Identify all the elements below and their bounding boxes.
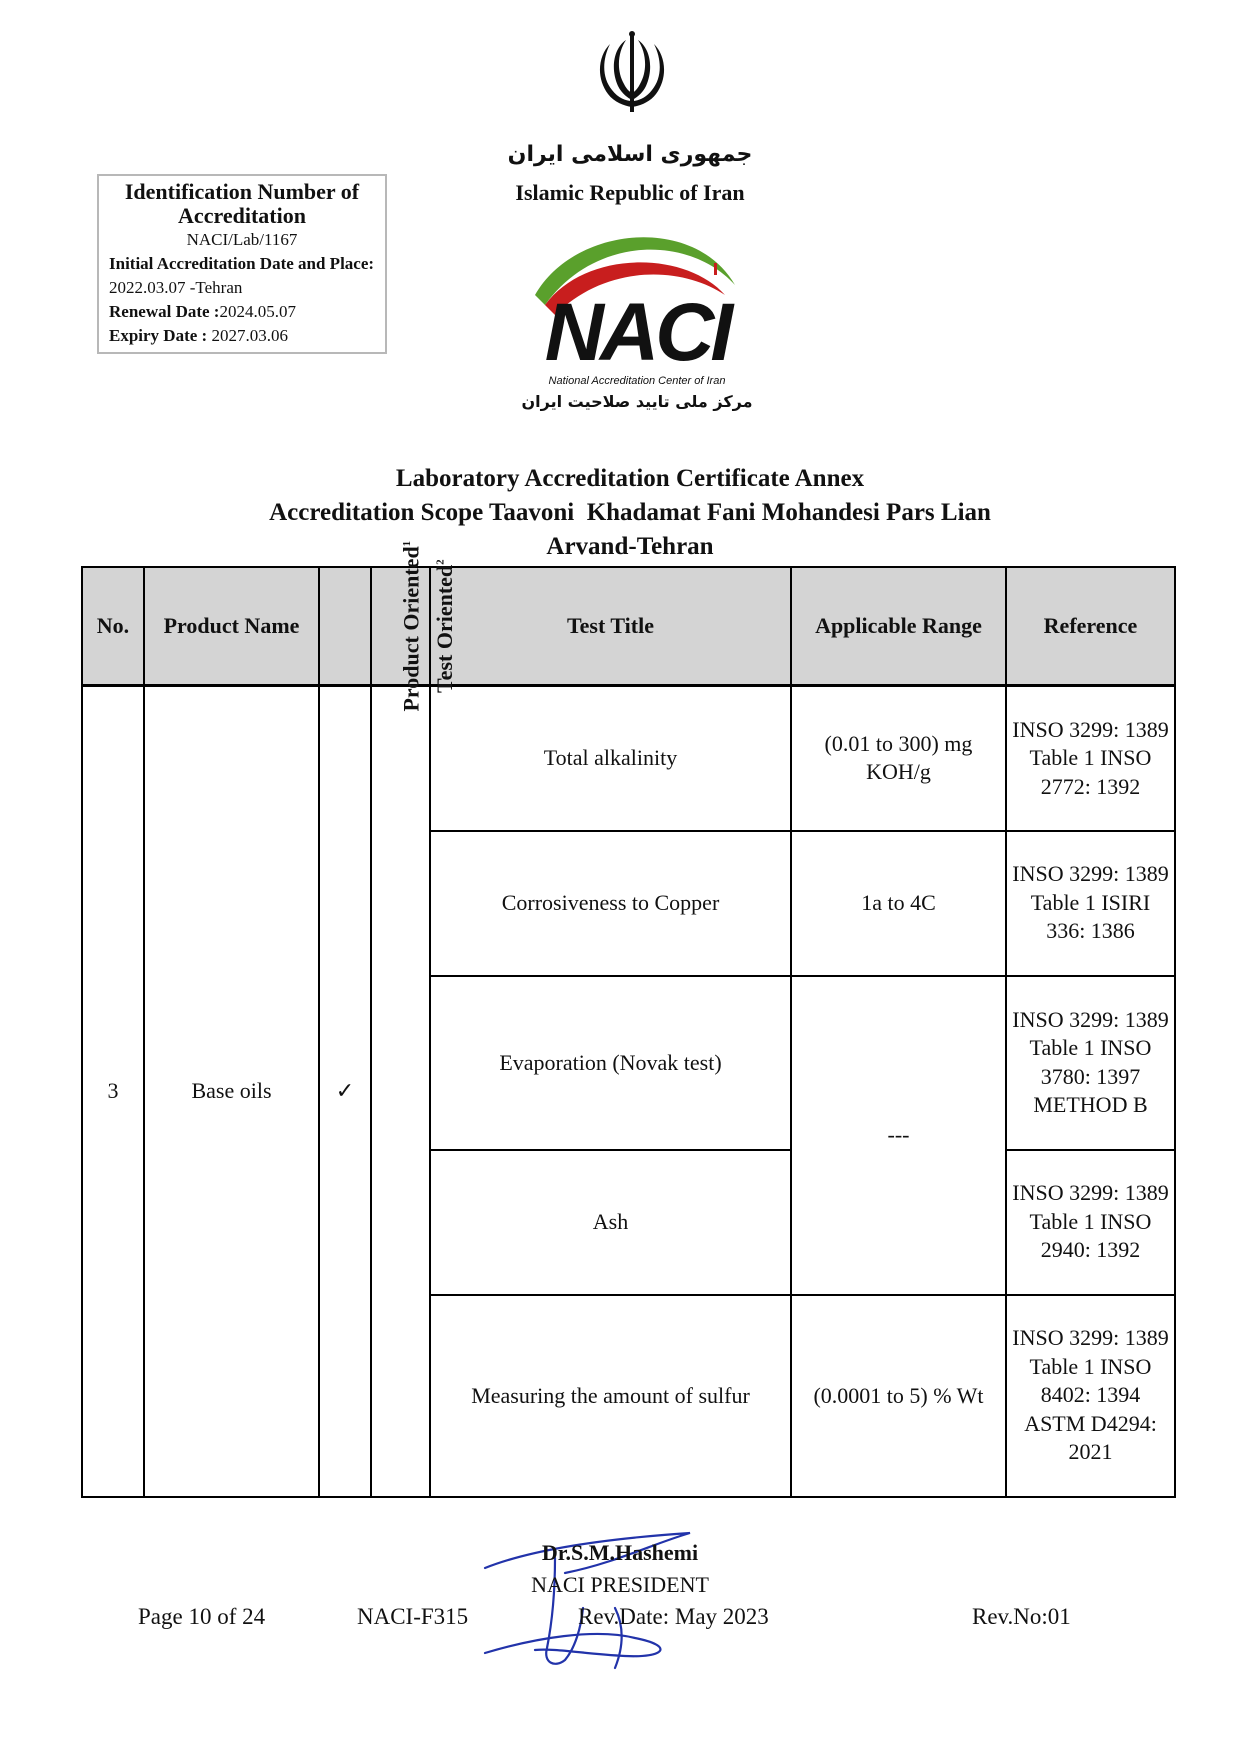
test-title: Corrosiveness to Copper xyxy=(430,831,791,976)
signer-title: NACI PRESIDENT xyxy=(531,1572,709,1597)
initial-label: Initial Accreditation Date and Place: xyxy=(109,254,375,273)
reference: INSO 3299: 1389 Table 1 INSO 2940: 1392 xyxy=(1006,1150,1175,1295)
reference: INSO 3299: 1389 Table 1 ISIRI 336: 1386 xyxy=(1006,831,1175,976)
header-test-title: Test Title xyxy=(430,567,791,686)
renewal-date xyxy=(109,300,375,324)
logo-wordmark: NACI xyxy=(544,287,730,378)
footnote-2: 2 xyxy=(434,559,447,565)
row-no: 3 xyxy=(82,686,144,1497)
renewal-label: Renewal Date : xyxy=(109,302,220,321)
product-oriented-check: ✓ xyxy=(319,686,371,1497)
applicable-range: --- xyxy=(791,976,1006,1295)
table-header-row xyxy=(82,567,1175,686)
logo-persian-subtitle: مرکز ملی تایید صلاحیت ایران xyxy=(521,392,753,411)
revision-date: Rev.Date: May 2023 xyxy=(578,1604,769,1629)
applicable-range: (0.01 to 300) mg KOH/g xyxy=(791,686,1006,831)
footnote-1: 1 xyxy=(401,540,414,547)
naci-logo xyxy=(515,225,760,420)
country-name: Islamic Republic of Iran xyxy=(515,180,745,205)
country-name-persian: جمهوری اسلامی ایران xyxy=(507,142,753,167)
renewal-value: 2024.05.07 xyxy=(219,302,296,321)
test-oriented-check xyxy=(371,686,430,1497)
initial-value: 2022.03.07 -Tehran xyxy=(109,278,243,297)
accreditation-info-box xyxy=(97,174,387,354)
initial-accreditation xyxy=(109,252,375,300)
header-product-name: Product Name xyxy=(144,567,319,686)
table-row xyxy=(82,686,1175,831)
reference: INSO 3299: 1389 Table 1 INSO 3780: 1397 METHOD B xyxy=(1006,976,1175,1150)
header-no: No. xyxy=(82,567,144,686)
expiry-value: 2027.03.06 xyxy=(211,326,288,345)
applicable-range: 1a to 4C xyxy=(791,831,1006,976)
test-title: Measuring the amount of sulfur xyxy=(430,1295,791,1497)
form-number: NACI-F315 xyxy=(357,1604,469,1629)
header-range: Applicable Range xyxy=(791,567,1006,686)
reference: INSO 3299: 1389 Table 1 INSO 8402: 1394 ASTM D4294: 2021 xyxy=(1006,1295,1175,1497)
logo-subtitle: National Accreditation Center of Iran xyxy=(548,375,726,387)
expiry-label: Expiry Date : xyxy=(109,326,208,345)
logo-flag-emblem-icon xyxy=(714,263,717,275)
accreditation-id: NACI/Lab/1167 xyxy=(186,230,298,249)
document-title: Laboratory Accreditation Certificate Annex xyxy=(395,465,865,492)
iran-emblem-icon xyxy=(590,28,674,118)
reference: INSO 3299: 1389 Table 1 INSO 2772: 1392 xyxy=(1006,686,1175,831)
product-name: Base oils xyxy=(144,686,319,1497)
test-title: Total alkalinity xyxy=(430,686,791,831)
accreditation-heading: Identification Number of Accreditation xyxy=(124,179,360,228)
test-title: Evaporation (Novak test) xyxy=(430,976,791,1150)
revision-number: Rev.No:01 xyxy=(972,1604,1071,1629)
test-title: Ash xyxy=(430,1150,791,1295)
header-reference: Reference xyxy=(1006,567,1175,686)
header-test-oriented-label: Test Oriented xyxy=(431,564,457,693)
signer-name: Dr.S.M.Hashemi xyxy=(541,1540,699,1565)
page-number: Page 10 of 24 xyxy=(138,1604,266,1629)
document-subtitle-2: Arvand-Tehran xyxy=(546,533,714,560)
header-product-oriented xyxy=(319,540,424,712)
applicable-range: (0.0001 to 5) % Wt xyxy=(791,1295,1006,1497)
expiry-date xyxy=(109,324,375,348)
document-subtitle: Accreditation Scope Taavoni Khadamat Fani Mohandesi Pars Lian xyxy=(269,499,991,526)
header-product-oriented-label: Product Oriented xyxy=(398,546,424,712)
